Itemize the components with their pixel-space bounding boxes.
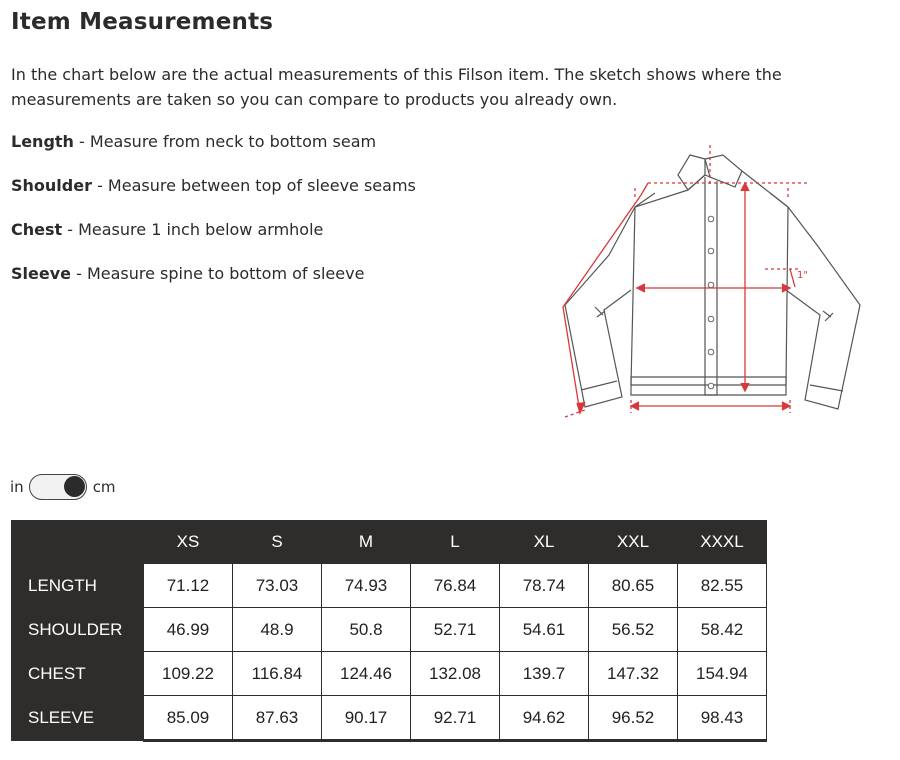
table-cell: 58.42: [678, 608, 767, 652]
size-header-l: L: [411, 520, 500, 564]
table-cell: 90.17: [322, 696, 411, 741]
table-cell: 82.55: [678, 564, 767, 608]
unit-toggle-group: [10, 472, 116, 502]
table-cell: 46.99: [144, 608, 233, 652]
jacket-measurement-sketch: [555, 145, 865, 425]
row-label-length: LENGTH: [11, 564, 144, 608]
definition-desc: - Measure spine to bottom of sleeve: [71, 264, 365, 283]
table-cell: 92.71: [411, 696, 500, 741]
row-label-shoulder: SHOULDER: [11, 608, 144, 652]
row-label-chest: CHEST: [11, 652, 144, 696]
row-label-sleeve: SLEEVE: [11, 696, 144, 741]
table-cell: 56.52: [589, 608, 678, 652]
table-cell: 50.8: [322, 608, 411, 652]
table-corner: [11, 520, 144, 564]
definition-length: [11, 132, 376, 151]
definition-term: Sleeve: [11, 264, 71, 283]
table-cell: 124.46: [322, 652, 411, 696]
table-row: [11, 652, 767, 696]
table-cell: 52.71: [411, 608, 500, 652]
measurement-table: [11, 520, 767, 742]
size-header-xxxl: XXXL: [678, 520, 767, 564]
table-cell: 147.32: [589, 652, 678, 696]
table-cell: 96.52: [589, 696, 678, 741]
definition-desc: - Measure between top of sleeve seams: [91, 176, 416, 195]
definition-term: Length: [11, 132, 74, 151]
table-cell: 139.7: [500, 652, 589, 696]
table-cell: 109.22: [144, 652, 233, 696]
table-cell: 54.61: [500, 608, 589, 652]
table-cell: 48.9: [233, 608, 322, 652]
table-cell: 85.09: [144, 696, 233, 741]
size-header-xxl: XXL: [589, 520, 678, 564]
size-header-s: S: [233, 520, 322, 564]
measurement-guides: [563, 145, 810, 417]
table-cell: 71.12: [144, 564, 233, 608]
jacket-buttons: [708, 216, 714, 389]
table-cell: 73.03: [233, 564, 322, 608]
table-cell: 87.63: [233, 696, 322, 741]
definition-term: Chest: [11, 220, 63, 239]
unit-toggle-switch[interactable]: [29, 474, 87, 500]
table-header-row: [11, 520, 767, 564]
one-inch-label: 1": [797, 270, 808, 281]
definition-term: Shoulder: [11, 176, 92, 195]
table-cell: 76.84: [411, 564, 500, 608]
table-cell: 98.43: [678, 696, 767, 741]
definition-chest: [11, 220, 323, 239]
unit-label-in[interactable]: in: [10, 478, 24, 496]
table-row: [11, 696, 767, 741]
unit-label-cm[interactable]: cm: [92, 478, 116, 496]
jacket-outline: [565, 155, 860, 409]
table-cell: 116.84: [233, 652, 322, 696]
size-header-m: M: [322, 520, 411, 564]
table-cell: 132.08: [411, 652, 500, 696]
table-row: [11, 564, 767, 608]
definition-sleeve: [11, 264, 364, 283]
intro-text: In the chart below are the actual measurements of this Filson item. The sketch shows where the measurements are taken so you can compare to products you already own.: [11, 65, 782, 109]
table-cell: 154.94: [678, 652, 767, 696]
table-row: [11, 608, 767, 652]
table-cell: 74.93: [322, 564, 411, 608]
table-cell: 78.74: [500, 564, 589, 608]
definition-desc: - Measure 1 inch below armhole: [62, 220, 324, 239]
toggle-knob[interactable]: [64, 476, 85, 497]
size-header-xs: XS: [144, 520, 233, 564]
page-title: Item Measurements: [11, 9, 274, 35]
table-cell: 94.62: [500, 696, 589, 741]
size-header-xl: XL: [500, 520, 589, 564]
definition-desc: - Measure from neck to bottom seam: [73, 132, 377, 151]
definition-shoulder: [11, 176, 416, 195]
table-cell: 80.65: [589, 564, 678, 608]
